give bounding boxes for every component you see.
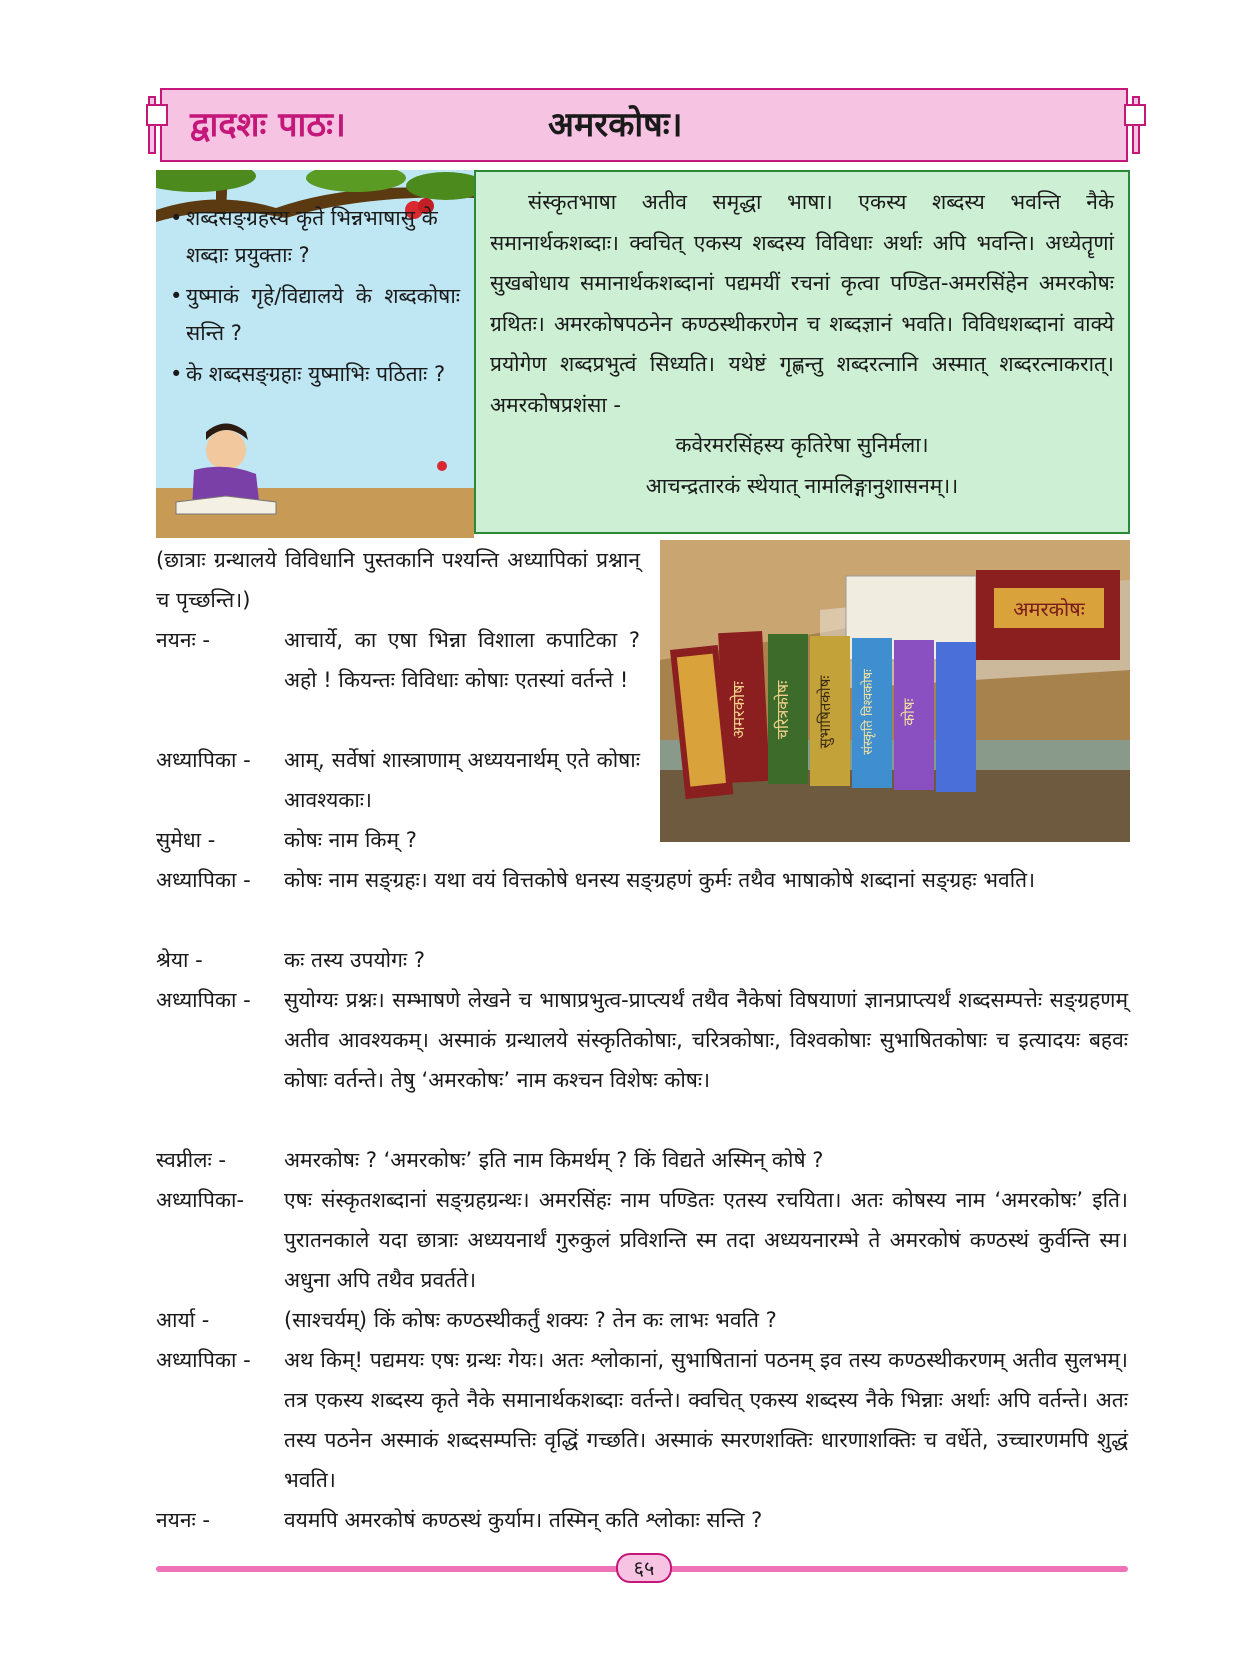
page-number: ६५: [616, 1553, 672, 1583]
speaker-label: अध्यापिका -: [156, 988, 251, 1012]
books-illustration: [660, 540, 1130, 842]
list-item: • युष्माकं गृहे/विद्यालये के शब्दकोषाः सन्ति ?: [170, 278, 460, 352]
speaker-label: श्रेया -: [156, 948, 203, 972]
dialogue-text: कः तस्य उपयोगः ?: [284, 948, 425, 972]
dialogue-text: आचार्ये, का एषा भिन्ना विशाला कपाटिका ? अहो ! कियन्तः विविधाः कोषाः एतस्यां वर्तन्ते !: [284, 628, 640, 692]
bullet-icon: •: [170, 206, 183, 230]
speaker-label: नयनः -: [156, 1508, 210, 1532]
spine-label: कोषः: [900, 698, 918, 726]
list-item: • के शब्दसङ्ग्रहाः युष्माभिः पठिताः ?: [170, 356, 460, 393]
book-cover-label: अमरकोषः: [1013, 597, 1085, 621]
bullet-icon: •: [170, 362, 183, 386]
dialogue-text: अथ किम्! पद्यमयः एषः ग्रन्थः गेयः। अतः श्लोकानां, सुभाषितानां पठनम् इव तस्य कण्ठस्थीकरणम् अतीव सुलभम्। तत्र एकस्य शब्दस्य कृते नैके समानार्थकशब्दाः वर्तन्ते। क्वचित् एकस्य शब्दस्य नैके भिन्नाः अर्थाः अपि वर्तन्ते। अतः तस्य पठनेन अस्माकं शब्दसम्पत्तिः वृद्धिं गच्छति। अस्माकं स्मरणशक्तिः धारणाशक्तिः च वर्धेते, उच्चारणमपि शुद्धं भवति।: [284, 1348, 1128, 1492]
dialogue-text: कोषः नाम किम् ?: [284, 828, 417, 852]
lesson-title: अमरकोषः।: [548, 105, 683, 145]
spine-label: अमरकोषः: [729, 681, 748, 739]
speaker-label: स्वप्नीलः -: [156, 1148, 226, 1172]
intro-paragraph: संस्कृतभाषा अतीव समृद्धा भाषा। एकस्य शब्दस्य भवन्ति नैके समानार्थकशब्दाः। क्वचित् एकस्य शब्दस्य विविधाः अर्थाः अपि भवन्ति। अध्येतॄणां सुखबोधाय समानार्थकशब्दानां पद्यमयीं रचनां कृत्वा पण्डित-अमरसिंहेन अमरकोषः ग्रथितः। अमरकोषपठनेन कण्ठस्थीकरणेन च शब्दज्ञानं भवति। विविधशब्दानां वाक्ये प्रयोगेण शब्दप्रभुत्वं सिध्यति। यथेष्टं गृह्णन्तु शब्दरत्नानि अस्मात् शब्दरत्नाकरात्। अमरकोषप्रशंसा -: [490, 190, 1114, 417]
dictionary-books-image: [660, 540, 1130, 842]
dialogue-text: अमरकोषः ? ‘अमरकोषः’ इति नाम किमर्थम् ? किं विद्यते अस्मिन् कोषे ?: [284, 1148, 824, 1172]
question-list: [170, 200, 460, 397]
speaker-label: अध्यापिका-: [156, 1188, 245, 1212]
banner-corner-ornament-right: [1124, 104, 1146, 126]
dialogue-text: एषः संस्कृतशब्दानां सङ्ग्रहग्रन्थः। अमरसिंहः नाम पण्डितः एतस्य रचयिता। अतः कोषस्य नाम ‘अमरकोषः’ इति। पुरातनकाले यदा छात्राः अध्ययनार्थं गुरुकुलं प्रविशन्ति स्म तदा अध्ययनारम्भे ते अमरकोषं कण्ठस्थं कुर्वन्ति स्म। अधुना अपि तथैव प्रवर्तते।: [284, 1188, 1128, 1292]
dialogue-text: कोषः नाम सङ्ग्रहः। यथा वयं वित्तकोषे धनस्य सङ्ग्रहणं कुर्मः तथैव भाषाकोषे शब्दानां सङ्ग्रहः भवति।: [284, 868, 1036, 892]
spine-label: चरित्रकोषः: [773, 680, 792, 740]
speaker-label: सुमेधा -: [156, 828, 216, 852]
stage-direction: (छात्राः ग्रन्थालये विविधानि पुस्तकानि पश्यन्ति अध्यापिकां प्रश्नान् च पृच्छन्ति।): [156, 548, 640, 612]
speaker-label: अध्यापिका -: [156, 748, 251, 772]
bullet-icon: •: [170, 284, 183, 308]
dialogue-text: सुयोग्यः प्रश्नः। सम्भाषणे लेखने च भाषाप्रभुत्व-प्राप्त्यर्थं तथैव नैकेषां विषयाणां ज्ञानप्राप्त्यर्थं शब्दसम्पत्तेः सङ्ग्रहणम् अतीव आवश्यकम्। अस्माकं ग्रन्थालये संस्कृतिकोषाः, चरित्रकोषाः, विश्वकोषाः सुभाषितकोषाः च इत्यादयः बहवः कोषाः वर्तन्ते। तेषु ‘अमरकोषः’ नाम कश्चन विशेषः कोषः।: [284, 988, 1128, 1092]
dialogue-text: (साश्चर्यम्) किं कोषः कण्ठस्थीकर्तुं शक्यः ? तेन कः लाभः भवति ?: [284, 1308, 777, 1332]
dialogue-text: आम्, सर्वेषां शास्त्राणाम् अध्ययनार्थम् एते कोषाः आवश्यकाः।: [284, 748, 640, 812]
lesson-number: द्वादशः पाठः।: [190, 105, 346, 145]
speaker-label: अध्यापिका -: [156, 1348, 251, 1372]
dialogue-text: वयमपि अमरकोषं कण्ठस्थं कुर्याम। तस्मिन् कति श्लोकाः सन्ति ?: [284, 1508, 763, 1532]
spine-label: सुभाषितकोषः: [816, 675, 834, 749]
intro-box: [474, 170, 1130, 534]
verse-line-1: कवेरमरसिंहस्य कृतिरेषा सुनिर्मला।: [675, 433, 929, 457]
speaker-label: नयनः -: [156, 628, 210, 652]
list-item: • शब्दसङ्ग्रहस्य कृते भिन्नभाषासु के शब्दाः प्रयुक्ताः ?: [170, 200, 460, 274]
verse-line-2: आचन्द्रतारकं स्थेयात् नामलिङ्गानुशासनम्।।: [645, 473, 959, 498]
speaker-label: अध्यापिका -: [156, 868, 251, 892]
banner-corner-ornament-left: [146, 104, 168, 126]
speaker-label: आर्या -: [156, 1308, 210, 1332]
spine-label: संस्कृति विश्वकोषः: [861, 669, 876, 755]
